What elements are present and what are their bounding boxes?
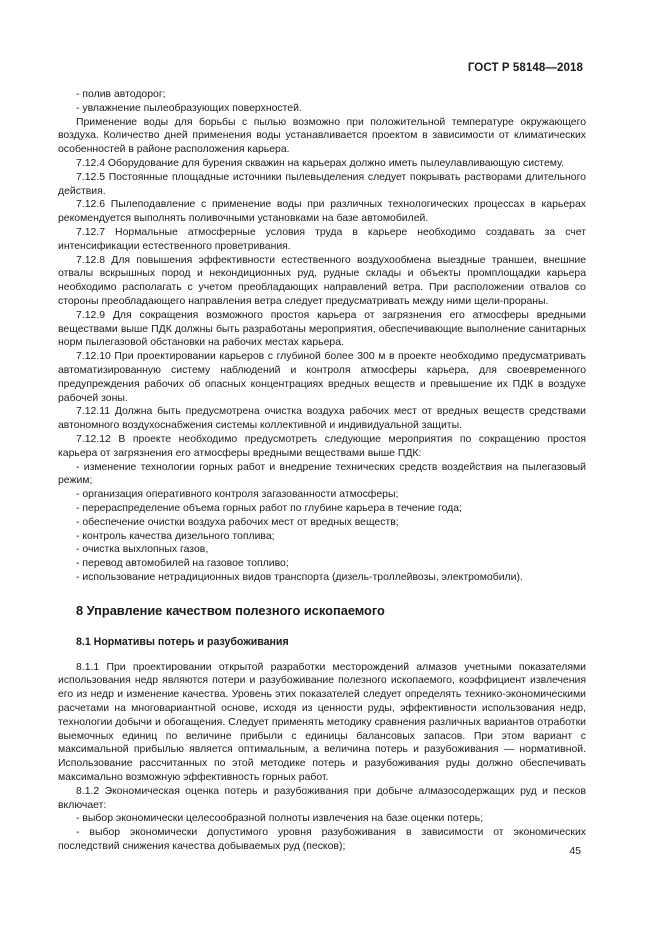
list-item: - перераспределение объема горных работ по глубине карьера в течение года; (76, 502, 462, 514)
paragraph: 7.12.11 Должна быть предусмотрена очистка воздуха рабочих мест от вредных веществ средствами автономного воздухоснабжения системы коллективной и индивидуальной защиты. (58, 406, 586, 432)
list-item: - организация оперативного контроля загазованности атмосферы; (76, 489, 399, 501)
page-number: 45 (569, 845, 581, 857)
paragraph: 8.1.1 При проектировании открытой разработки месторождений алмазов учетными показателями использования недр являются потери и разубоживание полезного ископаемого, коэффициент извлечения его из недр и изменение качества. Уровень этих показателей следует определять технико-экономическими расчетами на многовариантной основе, исходя из ценности руды, эффективности использования недр, технологии добычи и обогащения. Следует применять методику сравнения различных вариантов отработки выемочных единиц по величине прибыли с единицы балансовых запасов. При этом вариант с максимальной прибылью является оптимальным, а величина потерь и разубоживания — нормативной. Использование рассчитанных по этой методике потерь и разубоживания руды должно обеспечивать максимально возможную эффективность горных работ. (58, 661, 586, 784)
list-item: - выбор экономически целесообразной полноты извлечения на базе оценки потерь; (76, 813, 484, 825)
paragraph: 7.12.5 Постоянные площадные источники пылевыделения следует покрывать растворами длительного действия. (58, 171, 586, 197)
list-item: - обеспечение очистки воздуха рабочих мест от вредных веществ; (76, 516, 399, 528)
paragraph: 7.12.4 Оборудование для бурения скважин на карьерах должно иметь пылеулавливающую систему. (76, 157, 565, 169)
list-item: - изменение технологии горных работ и внедрение технических средств воздействия на пылегазовый режим; (58, 461, 586, 487)
section-heading: 8 Управление качеством полезного ископаемого (76, 602, 385, 618)
list-item: - контроль качества дизельного топлива; (76, 530, 275, 542)
paragraph: 7.12.6 Пылеподавление с применение воды при различных технологических процессах в карьерах рекомендуется выполнять поливочными установками на базе автомобилей. (58, 199, 586, 225)
list-item: - увлажнение пылеобразующих поверхностей. (76, 102, 302, 114)
list-item: - очистка выхлопных газов, (76, 544, 209, 556)
paragraph: Применение воды для борьбы с пылью возможно при положительной температуре окружающего воздуха. Количество дней применения воды устанавливается проектом в зависимости от климатических особенностей в районе расположения карьера. (58, 116, 586, 156)
document-body (58, 88, 586, 854)
paragraph: 8.1.2 Экономическая оценка потерь и разубоживания при добыче алмазосодержащих руд и песков включает: (58, 785, 586, 811)
paragraph: 7.12.10 При проектировании карьеров с глубиной более 300 м в проекте необходимо предусматривать автоматизированную систему наблюдений и контроля атмосферы карьера, для своевременного предупреждения рабочих об опасных концентрациях вредных веществ и превышение их ПДК в воздухе рабочей зоны. (58, 351, 586, 404)
paragraph: 7.12.12 В проекте необходимо предусмотреть следующие мероприятия по сокращению простоя карьера от загрязнения его атмосферы вредными веществами выше ПДК: (58, 433, 586, 459)
paragraph: 7.12.7 Нормальные атмосферные условия труда в карьере необходимо создавать за счет интенсификации естественного проветривания. (58, 226, 586, 252)
list-item: - выбор экономически допустимого уровня разубоживания в зависимости от экономических последствий снижения качества добываемых руд (песков); (58, 827, 586, 853)
list-item: - использование нетрадиционных видов транспорта (дизель-троллейвозы, электромобили). (76, 571, 523, 583)
list-item: - перевод автомобилей на газовое топливо; (76, 558, 289, 570)
paragraph: 7.12.8 Для повышения эффективности естественного воздухообмена выездные траншеи, внешние отвалы вскрышных пород и некондиционных руд, рудные склады и объекты промплощадки карьера необходимо располагать с учетом преобладающих направлений ветра. При расположении отвалов со стороны преобладающего направления ветра следует предусматривать между ними щели-прораны. (58, 254, 586, 307)
subsection-heading: 8.1 Нормативы потерь и разубоживания (76, 635, 289, 648)
paragraph: 7.12.9 Для сокращения возможного простоя карьера от загрязнения его атмосферы вредными веществами выше ПДК должны быть разработаны мероприятия, обеспечивающие выполнение санитарных норм пылегазовой обстановки на рабочих местах карьера. (58, 309, 586, 349)
list-item: - полив автодорог; (76, 89, 166, 100)
document-header-id: ГОСТ Р 58148—2018 (467, 62, 583, 74)
